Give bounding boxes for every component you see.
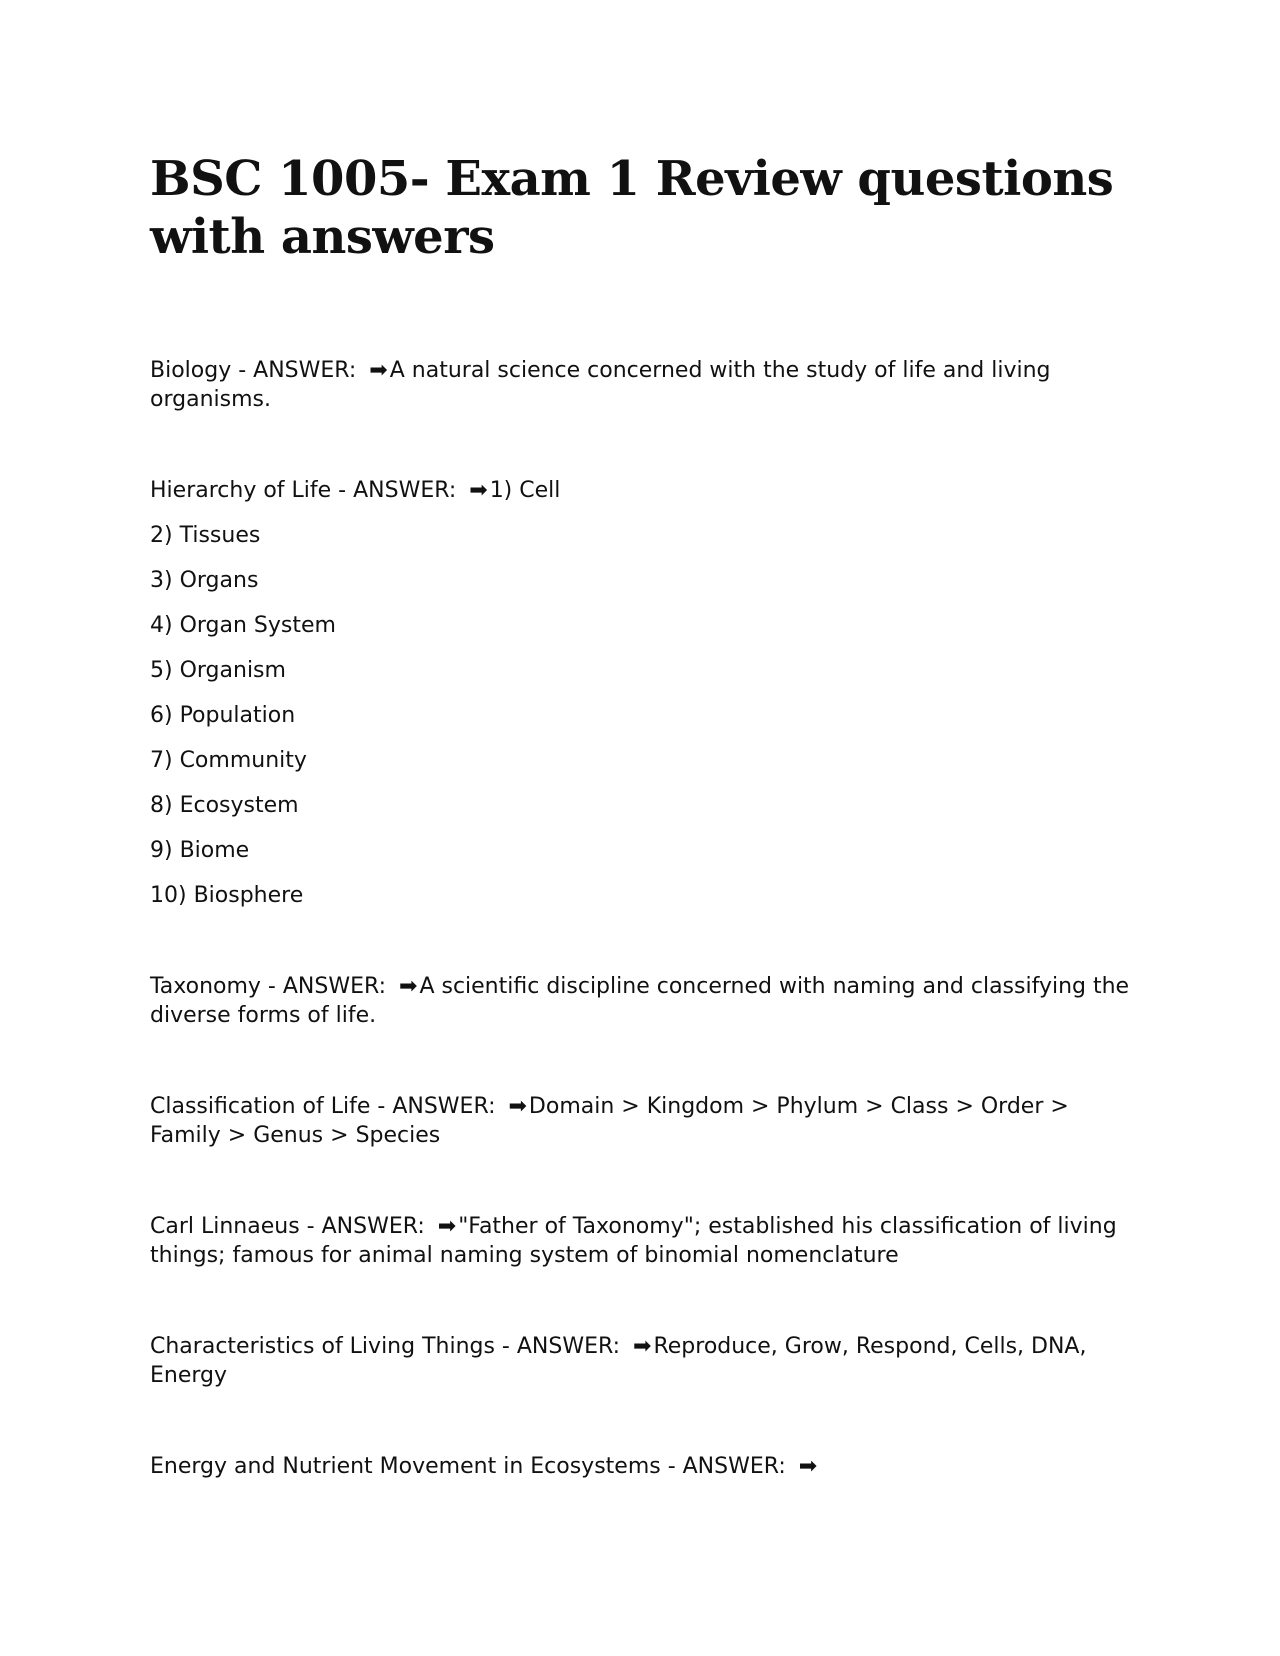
entry-classification-of-life <box>150 1092 1130 1150</box>
entry-answer: Reproduce, Grow, Respond, Cells, DNA, Energy <box>150 1334 1087 1388</box>
entry-biology <box>150 356 1130 414</box>
entry-answer: "Father of Taxonomy"; established his classification of living things; famous for animal naming system of binomial nomenclature <box>150 1214 1117 1268</box>
arrow-icon: ➡ <box>399 974 418 999</box>
arrow-icon: ➡ <box>369 358 388 383</box>
entry-answer: 1) Cell <box>489 478 561 503</box>
entry-term: Biology - ANSWER: <box>150 358 364 383</box>
arrow-icon: ➡ <box>508 1094 527 1119</box>
arrow-icon: ➡ <box>798 1454 818 1479</box>
entry-energy-and-nutrient-movement <box>150 1452 1130 1481</box>
entry-term: Energy and Nutrient Movement in Ecosystems - ANSWER: <box>150 1454 793 1479</box>
arrow-icon: ➡ <box>469 478 488 503</box>
entry-term: Taxonomy - ANSWER: <box>150 974 393 999</box>
entry-term: Hierarchy of Life - ANSWER: <box>150 478 464 503</box>
entry-answer: A scientific discipline concerned with naming and classifying the diverse forms of life. <box>150 974 1130 1028</box>
list-item: 8) Ecosystem <box>150 793 299 818</box>
entry-term: Characteristics of Living Things - ANSWER: <box>150 1334 628 1359</box>
list-item: 9) Biome <box>150 838 250 863</box>
list-item: 5) Organism <box>150 658 286 683</box>
entry-term: Carl Linnaeus - ANSWER: <box>150 1214 432 1239</box>
list-item: 3) Organs <box>150 568 259 593</box>
list-item: 10) Biosphere <box>150 883 304 908</box>
entry-term: Classification of Life - ANSWER: <box>150 1094 503 1119</box>
entry-characteristics-of-living-things <box>150 1332 1130 1390</box>
list-item: 4) Organ System <box>150 613 336 638</box>
entry-hierarchy-of-life <box>150 476 1130 505</box>
arrow-icon: ➡ <box>437 1214 457 1239</box>
entry-taxonomy <box>150 972 1130 1030</box>
entry-carl-linnaeus <box>150 1212 1130 1270</box>
entry-answer: Domain > Kingdom > Phylum > Class > Order > Family > Genus > Species <box>150 1094 1069 1148</box>
arrow-icon: ➡ <box>633 1334 652 1359</box>
list-item: 2) Tissues <box>150 523 261 548</box>
list-item: 7) Community <box>150 748 307 773</box>
document-title: BSC 1005- Exam 1 Review questions with answers <box>150 151 1114 265</box>
document-page <box>150 150 1130 1481</box>
list-item: 6) Population <box>150 703 296 728</box>
entry-answer: A natural science concerned with the study of life and living organisms. <box>150 358 1051 412</box>
